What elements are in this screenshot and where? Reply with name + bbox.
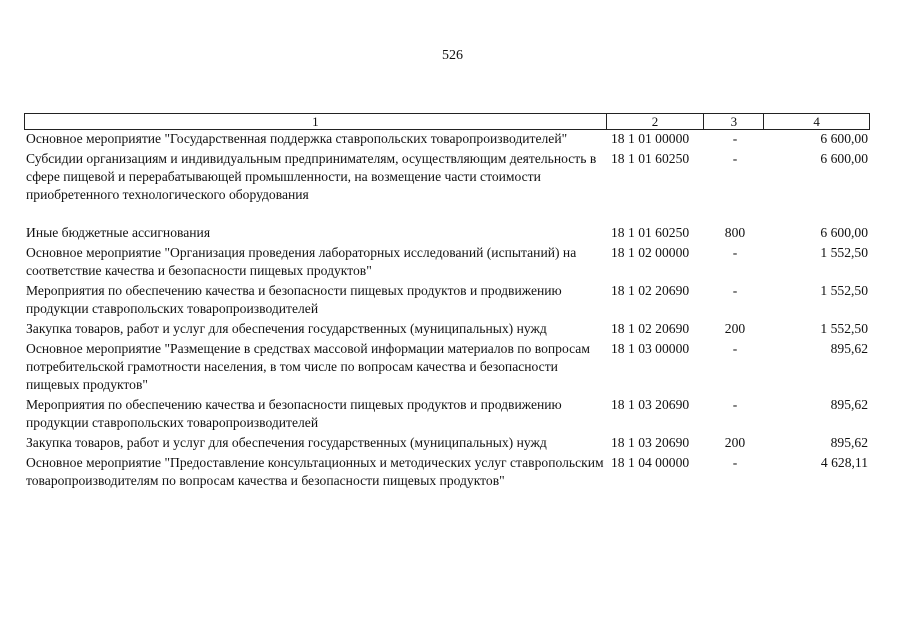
row-type: - [732, 397, 738, 412]
table-row [24, 340, 870, 394]
row-code: 18 1 01 60250 [611, 151, 690, 166]
row-amount: 1 552,50 [820, 321, 868, 336]
budget-table [24, 113, 870, 492]
table-row [24, 320, 870, 338]
row-name: Основное мероприятие "Государственная поддержка ставропольских товаропроизводителей" [26, 131, 568, 146]
row-code: 18 1 02 00000 [611, 245, 690, 260]
table-header [24, 113, 870, 130]
row-name: Закупка товаров, работ и услуг для обеспечения государственных (муниципальных) нужд [26, 321, 547, 336]
table-row [24, 244, 870, 280]
header-col-1: 1 [25, 114, 607, 129]
row-name: Основное мероприятие "Предоставление консультационных и методических услуг ставропольским товаропроизводителям по вопросам качества и безопасности пищевых продуктов" [26, 455, 604, 488]
row-code: 18 1 03 00000 [611, 341, 690, 356]
row-name: Иные бюджетные ассигнования [26, 225, 211, 240]
table-row [24, 396, 870, 432]
header-col-3: 3 [704, 114, 764, 129]
table-row [24, 282, 870, 318]
row-amount: 1 552,50 [820, 245, 868, 260]
table-row [24, 434, 870, 452]
row-name: Субсидии организациям и индивидуальным предпринимателям, осуществляющим деятельность в сфере пищевой и перерабатывающей промышленности, на возмещение части стоимости приобретенного технологического оборудования [26, 151, 597, 202]
row-amount: 4 628,11 [820, 455, 868, 470]
header-col-4: 4 [813, 114, 820, 129]
row-code: 18 1 03 20690 [611, 435, 690, 450]
row-code: 18 1 02 20690 [611, 321, 690, 336]
row-type: 800 [724, 225, 746, 240]
row-amount: 1 552,50 [820, 283, 868, 298]
row-code: 18 1 02 20690 [611, 283, 690, 298]
table-row [24, 130, 870, 148]
row-type: - [732, 455, 738, 470]
row-code: 18 1 04 00000 [611, 455, 690, 470]
row-name: Закупка товаров, работ и услуг для обеспечения государственных (муниципальных) нужд [26, 435, 547, 450]
row-amount: 895,62 [830, 341, 868, 356]
row-type: - [732, 245, 738, 260]
row-name: Основное мероприятие "Размещение в средствах массовой информации материалов по вопросам потребительской грамотности населения, в том числе по вопросам качества и безопасности пищевых продуктов" [26, 341, 590, 392]
table-row [24, 454, 870, 490]
row-amount: 6 600,00 [820, 151, 868, 166]
row-code: 18 1 01 00000 [611, 131, 690, 146]
row-type: 200 [724, 435, 746, 450]
row-type: 200 [724, 321, 746, 336]
row-type: - [732, 151, 738, 166]
row-amount: 6 600,00 [820, 225, 868, 240]
row-name: Мероприятия по обеспечению качества и безопасности пищевых продуктов и продвижению продукции ставропольских товаропроизводителей [26, 283, 562, 316]
row-type: - [732, 131, 738, 146]
row-code: 18 1 01 60250 [611, 225, 690, 240]
row-amount: 6 600,00 [820, 131, 868, 146]
row-amount: 895,62 [830, 435, 868, 450]
row-name: Основное мероприятие "Организация проведения лабораторных исследований (испытаний) на соответствие качества и безопасности пищевых продуктов" [26, 245, 577, 278]
header-col-2: 2 [607, 114, 705, 129]
row-type: - [732, 341, 738, 356]
page-number: 526 [442, 48, 463, 63]
row-amount: 895,62 [830, 397, 868, 412]
row-name: Мероприятия по обеспечению качества и безопасности пищевых продуктов и продвижению продукции ставропольских товаропроизводителей [26, 397, 562, 430]
table-row [24, 150, 870, 204]
row-code: 18 1 03 20690 [611, 397, 690, 412]
table-row [24, 224, 870, 242]
row-type: - [732, 283, 738, 298]
